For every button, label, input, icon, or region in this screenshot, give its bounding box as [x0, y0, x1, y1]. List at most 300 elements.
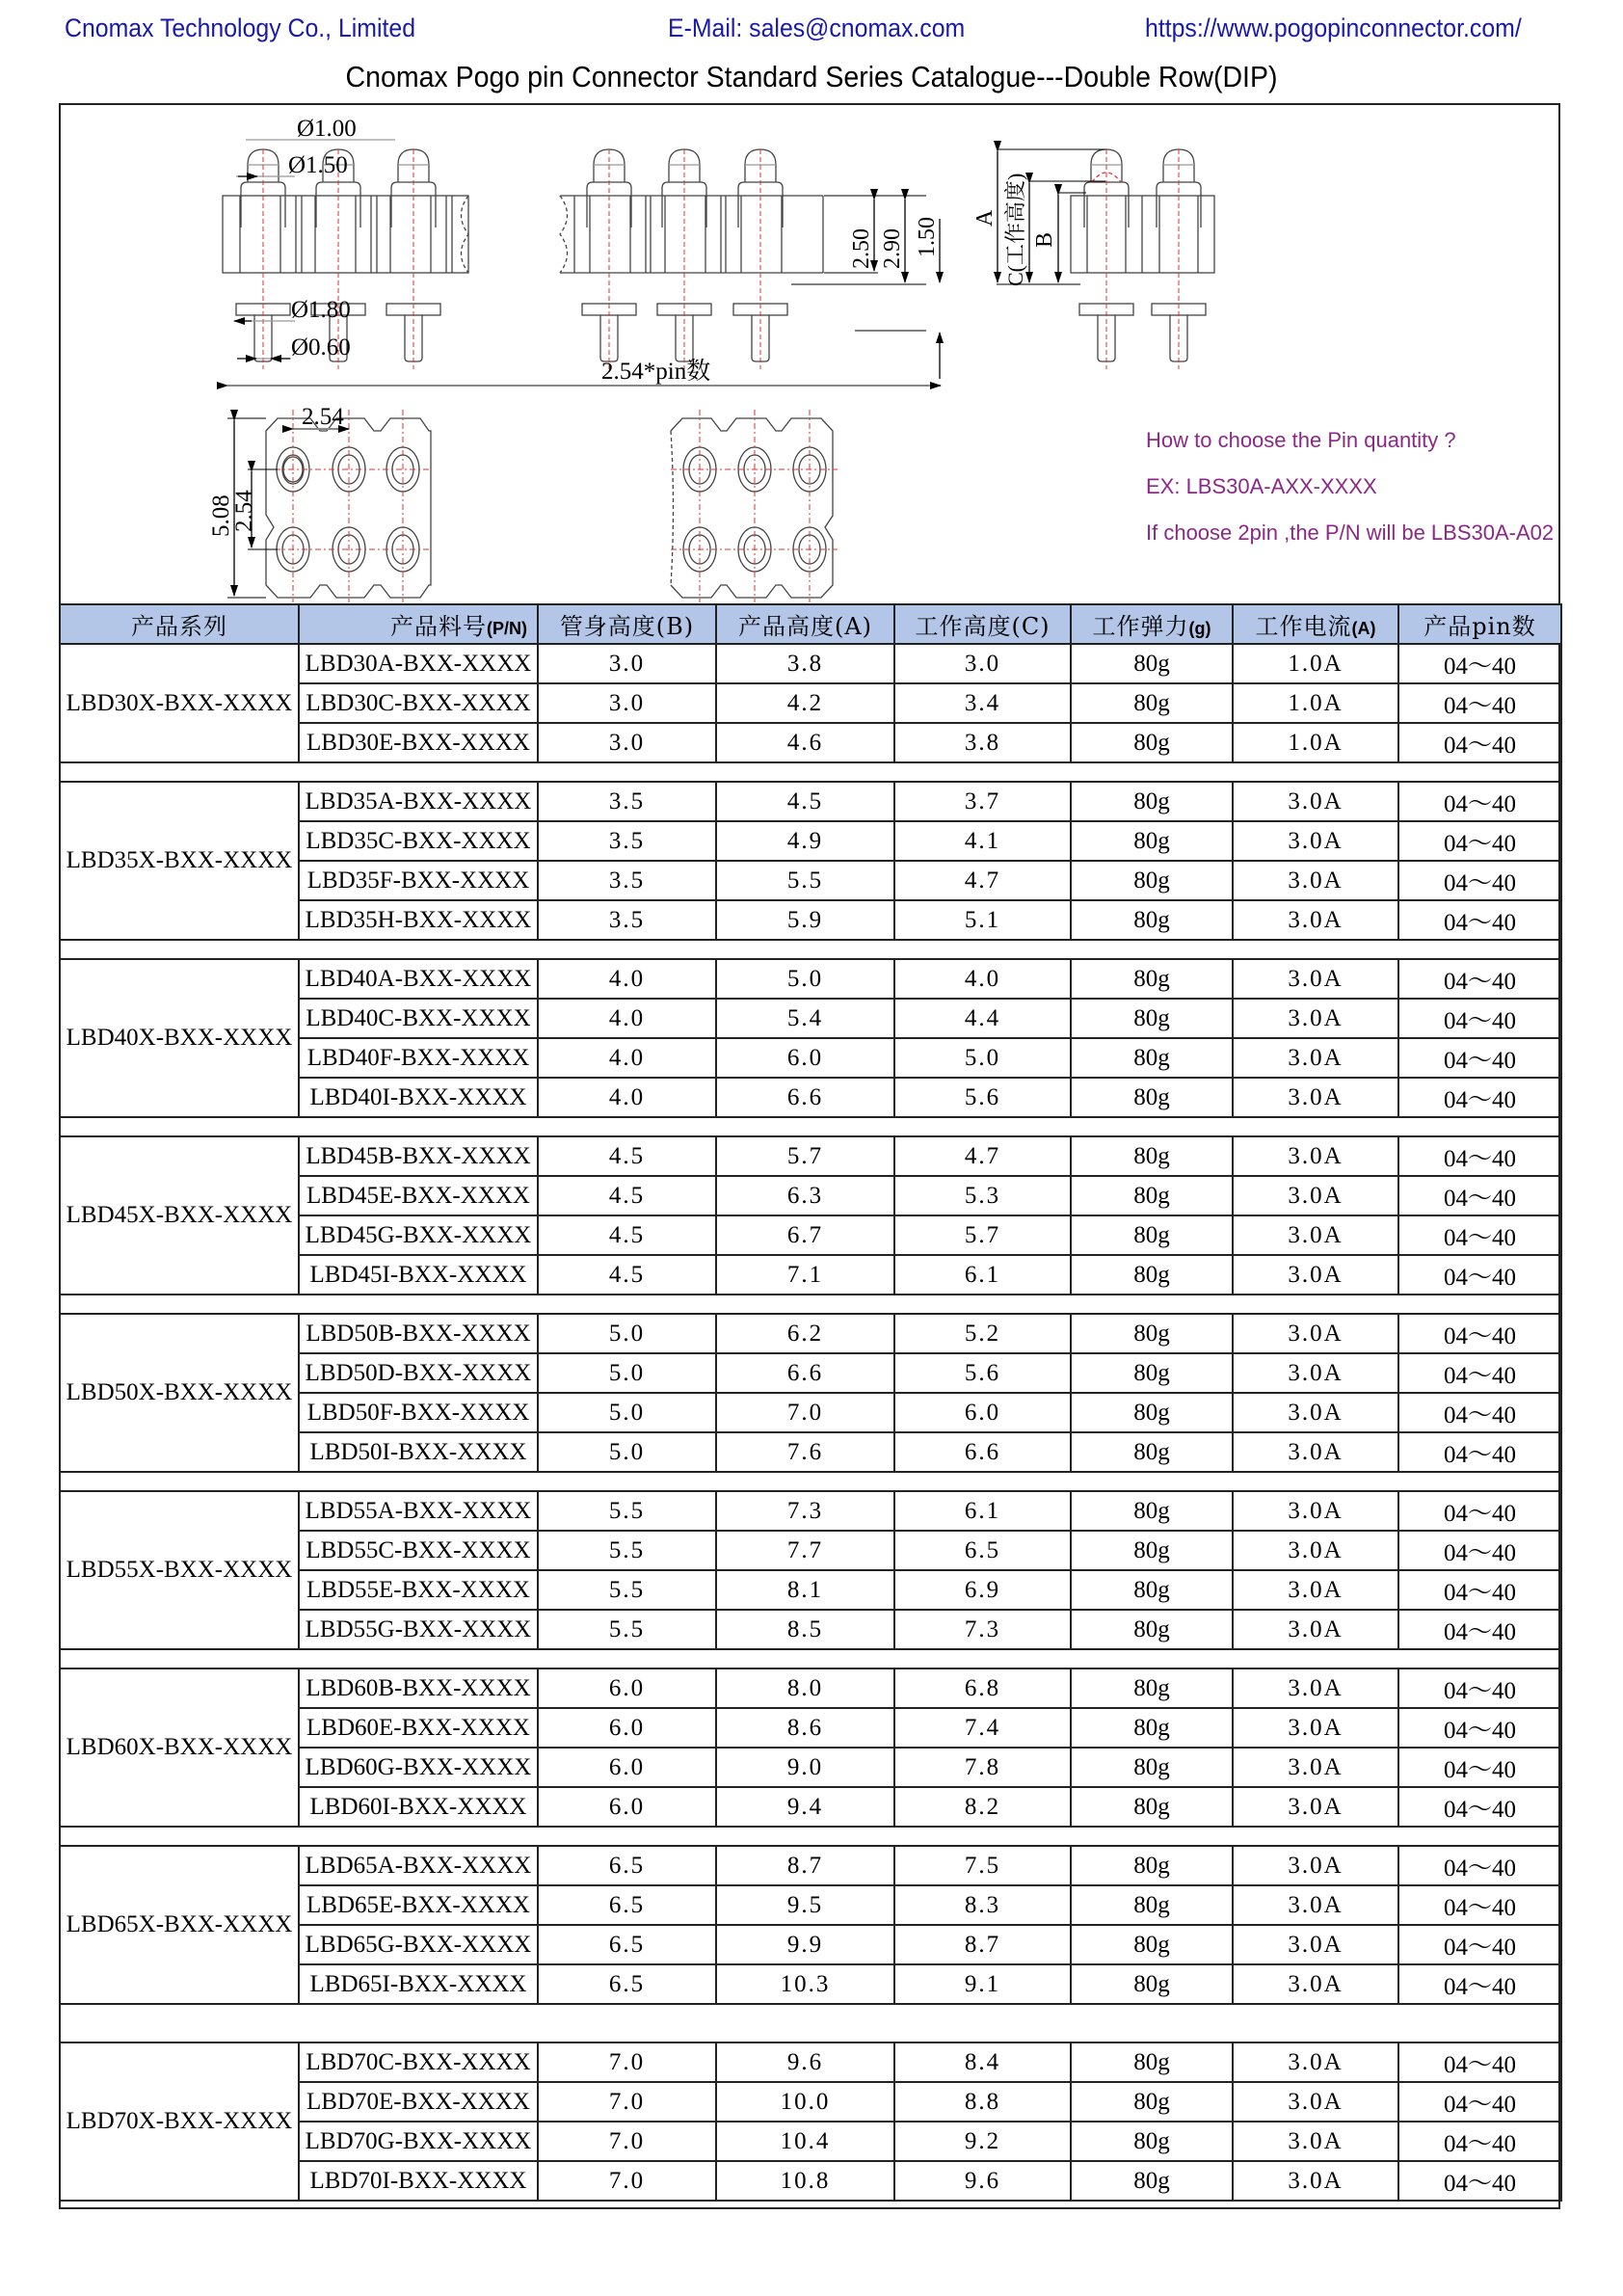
rated-current-cell: 3.0A [1233, 999, 1398, 1038]
rated-current-cell: 3.0A [1233, 1353, 1398, 1393]
rated-current-cell: 1.0A [1233, 683, 1398, 723]
spring-force-cell: 80g [1071, 683, 1233, 723]
spring-force-cell: 80g [1071, 1787, 1233, 1827]
series-cell: LBD45X-BXX-XXXX [60, 1136, 299, 1295]
rated-current-cell: 3.0A [1233, 1255, 1398, 1295]
product-height-a-cell: 9.5 [716, 1885, 894, 1925]
column-header-label: 产品高度(A) [737, 613, 873, 640]
pin-count-cell: 04～40 [1398, 782, 1561, 821]
svg-text:2.54*pin数: 2.54*pin数 [601, 359, 711, 385]
product-height-a-cell: 4.5 [716, 782, 894, 821]
spring-force-cell: 80g [1071, 2082, 1233, 2122]
series-cell: LBD70X-BXX-XXXX [60, 2042, 299, 2201]
spring-force-cell: 80g [1071, 1531, 1233, 1570]
series-cell: LBD30X-BXX-XXXX [60, 644, 299, 762]
column-header-label: 产品系列 [131, 613, 227, 640]
svg-text:2.54: 2.54 [231, 490, 257, 532]
product-height-a-cell: 10.8 [716, 2161, 894, 2201]
spring-force-cell: 80g [1071, 2161, 1233, 2201]
page-title: Cnomax Pogo pin Connector Standard Series Catalogue---Double Row(DIP) [345, 60, 1278, 93]
part-number-cell: LBD55C-BXX-XXXX [299, 1531, 538, 1570]
spring-force-cell: 80g [1071, 1748, 1233, 1787]
product-height-a-cell: 4.9 [716, 821, 894, 861]
working-height-c-cell: 7.8 [894, 1748, 1071, 1787]
svg-text:2.54: 2.54 [302, 404, 344, 430]
spring-force-cell: 80g [1071, 1393, 1233, 1432]
tube-height-b-cell: 5.5 [538, 1610, 716, 1649]
working-height-c-cell: 3.4 [894, 683, 1071, 723]
part-number-cell: LBD40C-BXX-XXXX [299, 999, 538, 1038]
product-height-a-cell: 8.5 [716, 1610, 894, 1649]
part-number-cell: LBD40A-BXX-XXXX [299, 959, 538, 999]
pin-count-cell: 04～40 [1398, 644, 1561, 683]
spec-table [59, 603, 1562, 2202]
pin-count-cell: 04～40 [1398, 1078, 1561, 1117]
pin-count-cell: 04～40 [1398, 900, 1561, 940]
product-height-a-cell: 7.6 [716, 1432, 894, 1472]
product-height-a-cell: 6.6 [716, 1078, 894, 1117]
part-number-cell: LBD50F-BXX-XXXX [299, 1393, 538, 1432]
product-height-a-cell: 8.7 [716, 1846, 894, 1885]
working-height-c-cell: 6.1 [894, 1491, 1071, 1531]
spring-force-cell: 80g [1071, 1432, 1233, 1472]
series-cell: LBD55X-BXX-XXXX [60, 1491, 299, 1649]
product-height-a-cell: 5.9 [716, 900, 894, 940]
table-header-row [60, 604, 1561, 644]
tube-height-b-cell: 6.5 [538, 1885, 716, 1925]
series-cell: LBD40X-BXX-XXXX [60, 959, 299, 1117]
part-number-cell: LBD70I-BXX-XXXX [299, 2161, 538, 2201]
rated-current-cell: 3.0A [1233, 2082, 1398, 2122]
spring-force-cell: 80g [1071, 861, 1233, 900]
product-height-a-cell: 4.6 [716, 723, 894, 762]
rated-current-cell: 3.0A [1233, 1215, 1398, 1255]
company-name: Cnomax Technology Co., Limited [65, 13, 416, 42]
pin-quantity-question: How to choose the Pin quantity ? [1146, 428, 1456, 452]
rated-current-cell: 3.0A [1233, 1393, 1398, 1432]
svg-text:C(工作高度): C(工作高度) [1003, 173, 1027, 286]
working-height-c-cell: 8.3 [894, 1885, 1071, 1925]
part-number-cell: LBD60B-BXX-XXXX [299, 1669, 538, 1708]
svg-text:A: A [972, 209, 998, 227]
pin-count-cell: 04～40 [1398, 1314, 1561, 1353]
table-row [60, 644, 1561, 683]
rated-current-cell: 3.0A [1233, 1038, 1398, 1078]
part-number-cell: LBD60I-BXX-XXXX [299, 1787, 538, 1827]
pin-count-cell: 04～40 [1398, 1531, 1561, 1570]
svg-text:2.90: 2.90 [880, 228, 905, 269]
rated-current-cell: 3.0A [1233, 2042, 1398, 2082]
part-number-cell: LBD45G-BXX-XXXX [299, 1215, 538, 1255]
tube-height-b-cell: 3.0 [538, 683, 716, 723]
spring-force-cell: 80g [1071, 1215, 1233, 1255]
working-height-c-cell: 3.0 [894, 644, 1071, 683]
pin-count-cell: 04～40 [1398, 999, 1561, 1038]
group-spacer [60, 762, 1561, 782]
tube-height-b-cell: 6.0 [538, 1748, 716, 1787]
tube-height-b-cell: 3.0 [538, 644, 716, 683]
tube-height-b-cell: 5.5 [538, 1531, 716, 1570]
pin-count-cell: 04～40 [1398, 1353, 1561, 1393]
product-height-a-cell: 7.1 [716, 1255, 894, 1295]
tube-height-b-cell: 4.0 [538, 999, 716, 1038]
series-cell: LBD60X-BXX-XXXX [60, 1669, 299, 1827]
svg-text:Ø1.80: Ø1.80 [291, 297, 351, 323]
group-spacer [60, 1827, 1561, 1846]
pin-count-cell: 04～40 [1398, 1925, 1561, 1964]
tube-height-b-cell: 6.0 [538, 1669, 716, 1708]
part-number-cell: LBD45I-BXX-XXXX [299, 1255, 538, 1295]
tube-height-b-cell: 4.0 [538, 959, 716, 999]
spacer-cell [60, 762, 1561, 782]
rated-current-cell: 3.0A [1233, 1787, 1398, 1827]
rated-current-cell: 3.0A [1233, 1078, 1398, 1117]
rated-current-cell: 3.0A [1233, 821, 1398, 861]
working-height-c-cell: 7.5 [894, 1846, 1071, 1885]
working-height-c-cell: 8.8 [894, 2082, 1071, 2122]
pin-count-cell: 04～40 [1398, 2082, 1561, 2122]
tube-height-b-cell: 6.5 [538, 1925, 716, 1964]
working-height-c-cell: 5.3 [894, 1176, 1071, 1215]
spring-force-cell: 80g [1071, 959, 1233, 999]
tube-height-b-cell: 4.5 [538, 1176, 716, 1215]
rated-current-cell: 3.0A [1233, 1885, 1398, 1925]
product-height-a-cell: 10.0 [716, 2082, 894, 2122]
working-height-c-cell: 4.0 [894, 959, 1071, 999]
product-height-a-cell: 7.7 [716, 1531, 894, 1570]
part-number-cell: LBD60E-BXX-XXXX [299, 1708, 538, 1748]
spring-force-cell: 80g [1071, 1353, 1233, 1393]
tube-height-b-cell: 4.0 [538, 1078, 716, 1117]
working-height-c-cell: 8.7 [894, 1925, 1071, 1964]
tube-height-b-cell: 3.5 [538, 782, 716, 821]
product-height-a-cell: 10.3 [716, 1964, 894, 2004]
rated-current-cell: 3.0A [1233, 1925, 1398, 1964]
svg-text:B: B [1032, 231, 1057, 248]
pin-count-cell: 04～40 [1398, 1787, 1561, 1827]
pin-count-cell: 04～40 [1398, 723, 1561, 762]
working-height-c-cell: 6.5 [894, 1531, 1071, 1570]
product-height-a-cell: 9.6 [716, 2042, 894, 2082]
column-header [299, 604, 538, 644]
pin-count-cell: 04～40 [1398, 861, 1561, 900]
pin-count-cell: 04～40 [1398, 1491, 1561, 1531]
pin-count-cell: 04～40 [1398, 1215, 1561, 1255]
website-link[interactable]: https://www.pogopinconnector.com/ [1145, 13, 1522, 42]
table-row [60, 1491, 1561, 1531]
series-cell: LBD50X-BXX-XXXX [60, 1314, 299, 1472]
pin-count-cell: 04～40 [1398, 1255, 1561, 1295]
rated-current-cell: 3.0A [1233, 2122, 1398, 2161]
pin-count-cell: 04～40 [1398, 1038, 1561, 1078]
rated-current-cell: 3.0A [1233, 782, 1398, 821]
column-header-label: 工作电流 [1255, 613, 1352, 640]
column-header [538, 604, 716, 644]
part-number-cell: LBD30A-BXX-XXXX [299, 644, 538, 683]
spacer-cell [60, 940, 1561, 959]
part-number-cell: LBD65A-BXX-XXXX [299, 1846, 538, 1885]
spring-force-cell: 80g [1071, 723, 1233, 762]
pin-count-cell: 04～40 [1398, 1136, 1561, 1176]
column-header [60, 604, 299, 644]
pin-count-cell: 04～40 [1398, 1885, 1561, 1925]
table-row [60, 959, 1561, 999]
tube-height-b-cell: 5.0 [538, 1314, 716, 1353]
tube-height-b-cell: 4.5 [538, 1215, 716, 1255]
working-height-c-cell: 4.7 [894, 1136, 1071, 1176]
column-header-label: 工作高度(C) [915, 613, 1051, 640]
column-header-label: 工作弹力 [1092, 613, 1189, 640]
rated-current-cell: 3.0A [1233, 1176, 1398, 1215]
product-height-a-cell: 6.2 [716, 1314, 894, 1353]
working-height-c-cell: 9.6 [894, 2161, 1071, 2201]
spring-force-cell: 80g [1071, 900, 1233, 940]
working-height-c-cell: 7.3 [894, 1610, 1071, 1649]
working-height-c-cell: 7.4 [894, 1708, 1071, 1748]
part-number-cell: LBD35C-BXX-XXXX [299, 821, 538, 861]
working-height-c-cell: 6.6 [894, 1432, 1071, 1472]
product-height-a-cell: 5.0 [716, 959, 894, 999]
part-number-cell: LBD30E-BXX-XXXX [299, 723, 538, 762]
product-height-a-cell: 6.6 [716, 1353, 894, 1393]
spring-force-cell: 80g [1071, 782, 1233, 821]
table-row [60, 1136, 1561, 1176]
part-number-cell: LBD70C-BXX-XXXX [299, 2042, 538, 2082]
working-height-c-cell: 8.4 [894, 2042, 1071, 2082]
part-number-cell: LBD35H-BXX-XXXX [299, 900, 538, 940]
spring-force-cell: 80g [1071, 2042, 1233, 2082]
working-height-c-cell: 4.4 [894, 999, 1071, 1038]
rated-current-cell: 3.0A [1233, 1748, 1398, 1787]
tube-height-b-cell: 3.0 [538, 723, 716, 762]
email-link[interactable]: E-Mail: sales@cnomax.com [668, 13, 966, 42]
rated-current-cell: 3.0A [1233, 1610, 1398, 1649]
spring-force-cell: 80g [1071, 1314, 1233, 1353]
rated-current-cell: 3.0A [1233, 1669, 1398, 1708]
rated-current-cell: 3.0A [1233, 1964, 1398, 2004]
tube-height-b-cell: 7.0 [538, 2122, 716, 2161]
tube-height-b-cell: 4.5 [538, 1136, 716, 1176]
spring-force-cell: 80g [1071, 1885, 1233, 1925]
rated-current-cell: 3.0A [1233, 1136, 1398, 1176]
part-number-cell: LBD45B-BXX-XXXX [299, 1136, 538, 1176]
part-number-cell: LBD40F-BXX-XXXX [299, 1038, 538, 1078]
spacer-cell [60, 1117, 1561, 1136]
pin-count-cell: 04～40 [1398, 683, 1561, 723]
svg-text:2.50: 2.50 [849, 228, 874, 269]
spacer-cell [60, 1649, 1561, 1669]
rated-current-cell: 3.0A [1233, 1708, 1398, 1748]
column-header [1233, 604, 1398, 644]
rated-current-cell: 3.0A [1233, 1314, 1398, 1353]
tube-height-b-cell: 7.0 [538, 2161, 716, 2201]
tube-height-b-cell: 5.5 [538, 1570, 716, 1610]
tube-height-b-cell: 4.5 [538, 1255, 716, 1295]
working-height-c-cell: 6.8 [894, 1669, 1071, 1708]
pin-count-cell: 04～40 [1398, 1846, 1561, 1885]
product-height-a-cell: 7.0 [716, 1393, 894, 1432]
column-header-label: 管身高度(B) [559, 613, 695, 640]
working-height-c-cell: 5.2 [894, 1314, 1071, 1353]
rated-current-cell: 3.0A [1233, 1531, 1398, 1570]
column-header [894, 604, 1071, 644]
spring-force-cell: 80g [1071, 1708, 1233, 1748]
rated-current-cell: 3.0A [1233, 2161, 1398, 2201]
pin-count-cell: 04～40 [1398, 2161, 1561, 2201]
pin-count-cell: 04～40 [1398, 2042, 1561, 2082]
spring-force-cell: 80g [1071, 1846, 1233, 1885]
group-spacer [60, 940, 1561, 959]
part-number-cell: LBD65G-BXX-XXXX [299, 1925, 538, 1964]
series-cell: LBD65X-BXX-XXXX [60, 1846, 299, 2004]
svg-text:Ø1.50: Ø1.50 [288, 152, 348, 178]
table-row [60, 2042, 1561, 2082]
pin-count-cell: 04～40 [1398, 1669, 1561, 1708]
tube-height-b-cell: 5.0 [538, 1432, 716, 1472]
group-spacer [60, 1117, 1561, 1136]
part-number-cell: LBD35F-BXX-XXXX [299, 861, 538, 900]
part-number-cell: LBD50D-BXX-XXXX [299, 1353, 538, 1393]
pin-count-cell: 04～40 [1398, 1432, 1561, 1472]
product-height-a-cell: 7.3 [716, 1491, 894, 1531]
tube-height-b-cell: 4.0 [538, 1038, 716, 1078]
product-height-a-cell: 5.5 [716, 861, 894, 900]
product-height-a-cell: 9.0 [716, 1748, 894, 1787]
column-header-label: 产品pin数 [1423, 613, 1536, 640]
spring-force-cell: 80g [1071, 1610, 1233, 1649]
product-height-a-cell: 9.4 [716, 1787, 894, 1827]
tube-height-b-cell: 6.5 [538, 1846, 716, 1885]
spring-force-cell: 80g [1071, 821, 1233, 861]
product-height-a-cell: 9.9 [716, 1925, 894, 1964]
rated-current-cell: 3.0A [1233, 1570, 1398, 1610]
column-header [1398, 604, 1561, 644]
column-header-unit: (A) [1351, 619, 1376, 638]
table-row [60, 1669, 1561, 1708]
spring-force-cell: 80g [1071, 1964, 1233, 2004]
working-height-c-cell: 3.8 [894, 723, 1071, 762]
part-number-cell: LBD55E-BXX-XXXX [299, 1570, 538, 1610]
part-number-cell: LBD70E-BXX-XXXX [299, 2082, 538, 2122]
pin-count-cell: 04～40 [1398, 1176, 1561, 1215]
working-height-c-cell: 6.1 [894, 1255, 1071, 1295]
working-height-c-cell: 5.7 [894, 1215, 1071, 1255]
product-height-a-cell: 8.6 [716, 1708, 894, 1748]
group-spacer [60, 2004, 1561, 2042]
column-header-unit: (P/N) [487, 619, 527, 638]
working-height-c-cell: 6.0 [894, 1393, 1071, 1432]
spring-force-cell: 80g [1071, 1255, 1233, 1295]
product-height-a-cell: 4.2 [716, 683, 894, 723]
spacer-cell [60, 2004, 1561, 2042]
spring-force-cell: 80g [1071, 1925, 1233, 1964]
part-number-cell: LBD50B-BXX-XXXX [299, 1314, 538, 1353]
product-height-a-cell: 3.8 [716, 644, 894, 683]
working-height-c-cell: 6.9 [894, 1570, 1071, 1610]
product-height-a-cell: 6.7 [716, 1215, 894, 1255]
part-number-cell: LBD65I-BXX-XXXX [299, 1964, 538, 2004]
spacer-cell [60, 1827, 1561, 1846]
column-header [716, 604, 894, 644]
table-row [60, 1314, 1561, 1353]
pin-count-cell: 04～40 [1398, 1964, 1561, 2004]
table-row [60, 1846, 1561, 1885]
product-height-a-cell: 8.1 [716, 1570, 894, 1610]
technical-drawing [59, 103, 1560, 603]
working-height-c-cell: 4.1 [894, 821, 1071, 861]
pin-count-cell: 04～40 [1398, 2122, 1561, 2161]
column-header [1071, 604, 1233, 644]
spring-force-cell: 80g [1071, 1078, 1233, 1117]
pin-count-cell: 04～40 [1398, 1708, 1561, 1748]
tube-height-b-cell: 5.0 [538, 1393, 716, 1432]
rated-current-cell: 3.0A [1233, 1432, 1398, 1472]
spring-force-cell: 80g [1071, 1491, 1233, 1531]
group-spacer [60, 1472, 1561, 1491]
spring-force-cell: 80g [1071, 2122, 1233, 2161]
part-number-cell: LBD35A-BXX-XXXX [299, 782, 538, 821]
rated-current-cell: 3.0A [1233, 900, 1398, 940]
working-height-c-cell: 5.1 [894, 900, 1071, 940]
product-height-a-cell: 5.4 [716, 999, 894, 1038]
part-number-cell: LBD55G-BXX-XXXX [299, 1610, 538, 1649]
part-number-cell: LBD40I-BXX-XXXX [299, 1078, 538, 1117]
tube-height-b-cell: 6.5 [538, 1964, 716, 2004]
column-header-label: 产品料号 [390, 613, 487, 640]
product-height-a-cell: 10.4 [716, 2122, 894, 2161]
part-number-cell: LBD30C-BXX-XXXX [299, 683, 538, 723]
product-height-a-cell: 8.0 [716, 1669, 894, 1708]
part-number-cell: LBD55A-BXX-XXXX [299, 1491, 538, 1531]
svg-text:1.50: 1.50 [915, 217, 940, 257]
working-height-c-cell: 9.2 [894, 2122, 1071, 2161]
product-height-a-cell: 6.0 [716, 1038, 894, 1078]
spacer-cell [60, 1472, 1561, 1491]
tube-height-b-cell: 7.0 [538, 2042, 716, 2082]
pin-count-cell: 04～40 [1398, 959, 1561, 999]
spring-force-cell: 80g [1071, 644, 1233, 683]
pin-count-cell: 04～40 [1398, 1570, 1561, 1610]
working-height-c-cell: 5.6 [894, 1078, 1071, 1117]
part-number-cell: LBD70G-BXX-XXXX [299, 2122, 538, 2161]
part-number-cell: LBD50I-BXX-XXXX [299, 1432, 538, 1472]
working-height-c-cell: 4.7 [894, 861, 1071, 900]
tube-height-b-cell: 3.5 [538, 861, 716, 900]
svg-text:5.08: 5.08 [208, 494, 234, 537]
working-height-c-cell: 5.6 [894, 1353, 1071, 1393]
spring-force-cell: 80g [1071, 1669, 1233, 1708]
spacer-cell [60, 1295, 1561, 1314]
tube-height-b-cell: 6.0 [538, 1787, 716, 1827]
rated-current-cell: 3.0A [1233, 861, 1398, 900]
series-cell: LBD35X-BXX-XXXX [60, 782, 299, 940]
rated-current-cell: 1.0A [1233, 723, 1398, 762]
pin-count-cell: 04～40 [1398, 821, 1561, 861]
column-header-unit: (g) [1188, 619, 1211, 638]
tube-height-b-cell: 5.5 [538, 1491, 716, 1531]
working-height-c-cell: 8.2 [894, 1787, 1071, 1827]
spring-force-cell: 80g [1071, 1136, 1233, 1176]
rated-current-cell: 1.0A [1233, 644, 1398, 683]
part-number-cell: LBD60G-BXX-XXXX [299, 1748, 538, 1787]
pin-count-cell: 04～40 [1398, 1748, 1561, 1787]
working-height-c-cell: 5.0 [894, 1038, 1071, 1078]
product-height-a-cell: 5.7 [716, 1136, 894, 1176]
pin-count-cell: 04～40 [1398, 1393, 1561, 1432]
table-row [60, 782, 1561, 821]
spring-force-cell: 80g [1071, 999, 1233, 1038]
pin-quantity-example: EX: LBS30A-AXX-XXXX [1146, 474, 1377, 498]
